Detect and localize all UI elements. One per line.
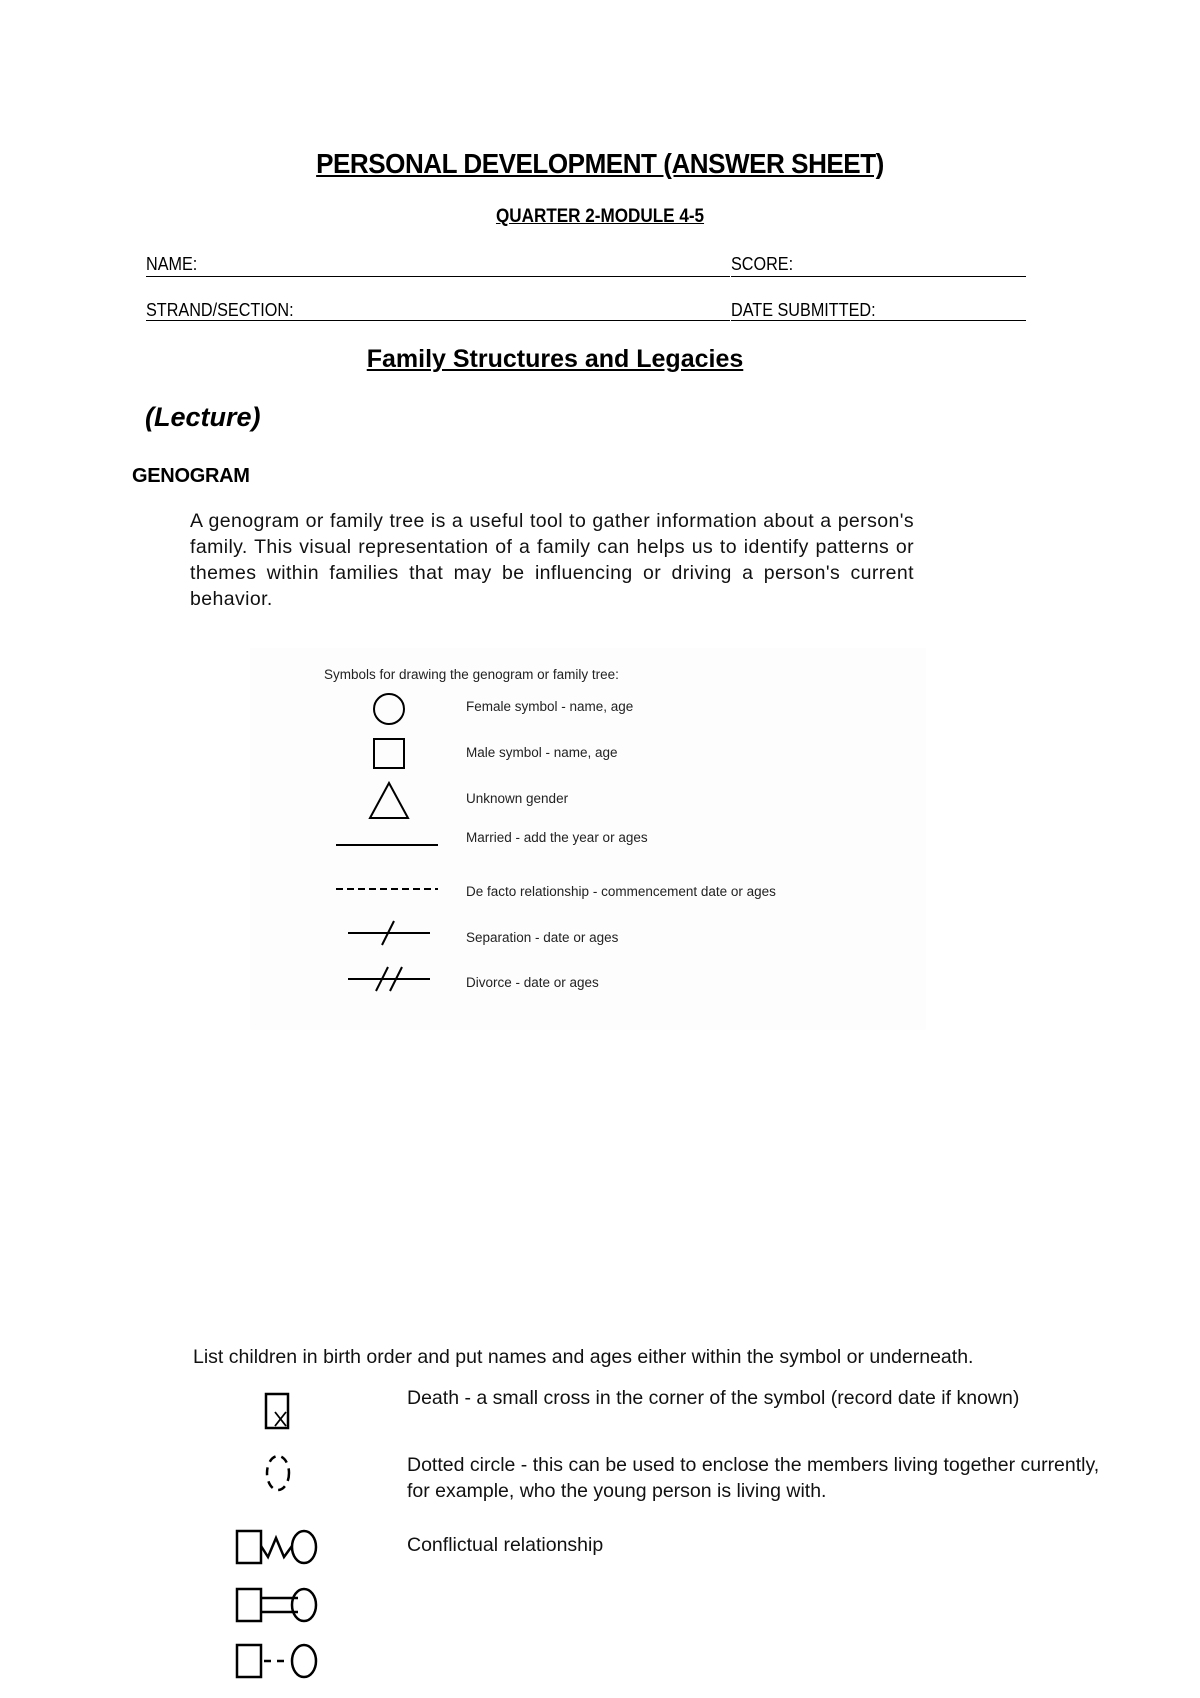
solid-line-icon bbox=[334, 840, 440, 850]
death-square-icon bbox=[262, 1390, 294, 1432]
death-note: Death - a small cross in the corner of the symbol (record date if known) bbox=[407, 1387, 1020, 1409]
legend-label-married: Married - add the year or ages bbox=[466, 830, 648, 845]
dotted-circle-icon bbox=[260, 1452, 296, 1494]
conflictual-note: Conflictual relationship bbox=[407, 1534, 604, 1556]
date-submitted-label: DATE SUBMITTED: bbox=[731, 300, 876, 320]
circle-icon bbox=[368, 692, 412, 726]
name-label: NAME: bbox=[146, 254, 198, 274]
strand-section-label: STRAND/SECTION: bbox=[146, 300, 294, 320]
legend-heading: Symbols for drawing the genogram or family tree: bbox=[324, 667, 619, 682]
zigzag-relationship-icon bbox=[232, 1526, 324, 1568]
legend-label-female: Female symbol - name, age bbox=[466, 699, 634, 714]
triangle-icon bbox=[366, 780, 412, 822]
birth-order-note: List children in birth order and put names and ages either within the symbol or underneath. bbox=[193, 1346, 974, 1368]
legend-label-defacto: De facto relationship - commencement date or ages bbox=[466, 884, 776, 899]
double-slash-line-icon bbox=[346, 964, 432, 994]
distant-relationship-icon bbox=[232, 1640, 324, 1682]
dashed-line-icon bbox=[334, 884, 440, 894]
name-field[interactable] bbox=[146, 276, 730, 277]
legend-label-divorce: Divorce - date or ages bbox=[466, 975, 599, 990]
legend-label-unknown: Unknown gender bbox=[466, 791, 569, 806]
legend-label-separation: Separation - date or ages bbox=[466, 930, 619, 945]
legend-label-male: Male symbol - name, age bbox=[466, 745, 618, 760]
score-field[interactable] bbox=[731, 276, 1026, 277]
intro-paragraph: A genogram or family tree is a useful tool to gather information about a person's family. This visual representation of a family can helps us to identify patterns or themes within families that may be influencing or driving a person's current behavior. bbox=[190, 510, 914, 610]
score-label: SCORE: bbox=[731, 254, 794, 274]
topic-title: Family Structures and Legacies bbox=[366, 345, 744, 373]
section-heading: GENOGRAM bbox=[132, 465, 250, 487]
square-icon bbox=[370, 736, 410, 772]
page-title: PERSONAL DEVELOPMENT (ANSWER SHEET) bbox=[316, 148, 884, 179]
page-subtitle: QUARTER 2-MODULE 4-5 bbox=[495, 206, 705, 227]
date-submitted-field[interactable] bbox=[731, 320, 1026, 321]
dotted-circle-note: Dotted circle - this can be used to enclose the members living together currently, for example, who the young person is living with. bbox=[407, 1454, 1100, 1502]
lecture-label: (Lecture) bbox=[145, 402, 261, 432]
single-slash-line-icon bbox=[346, 918, 432, 948]
strand-section-field[interactable] bbox=[146, 320, 730, 321]
close-relationship-icon bbox=[232, 1584, 324, 1626]
